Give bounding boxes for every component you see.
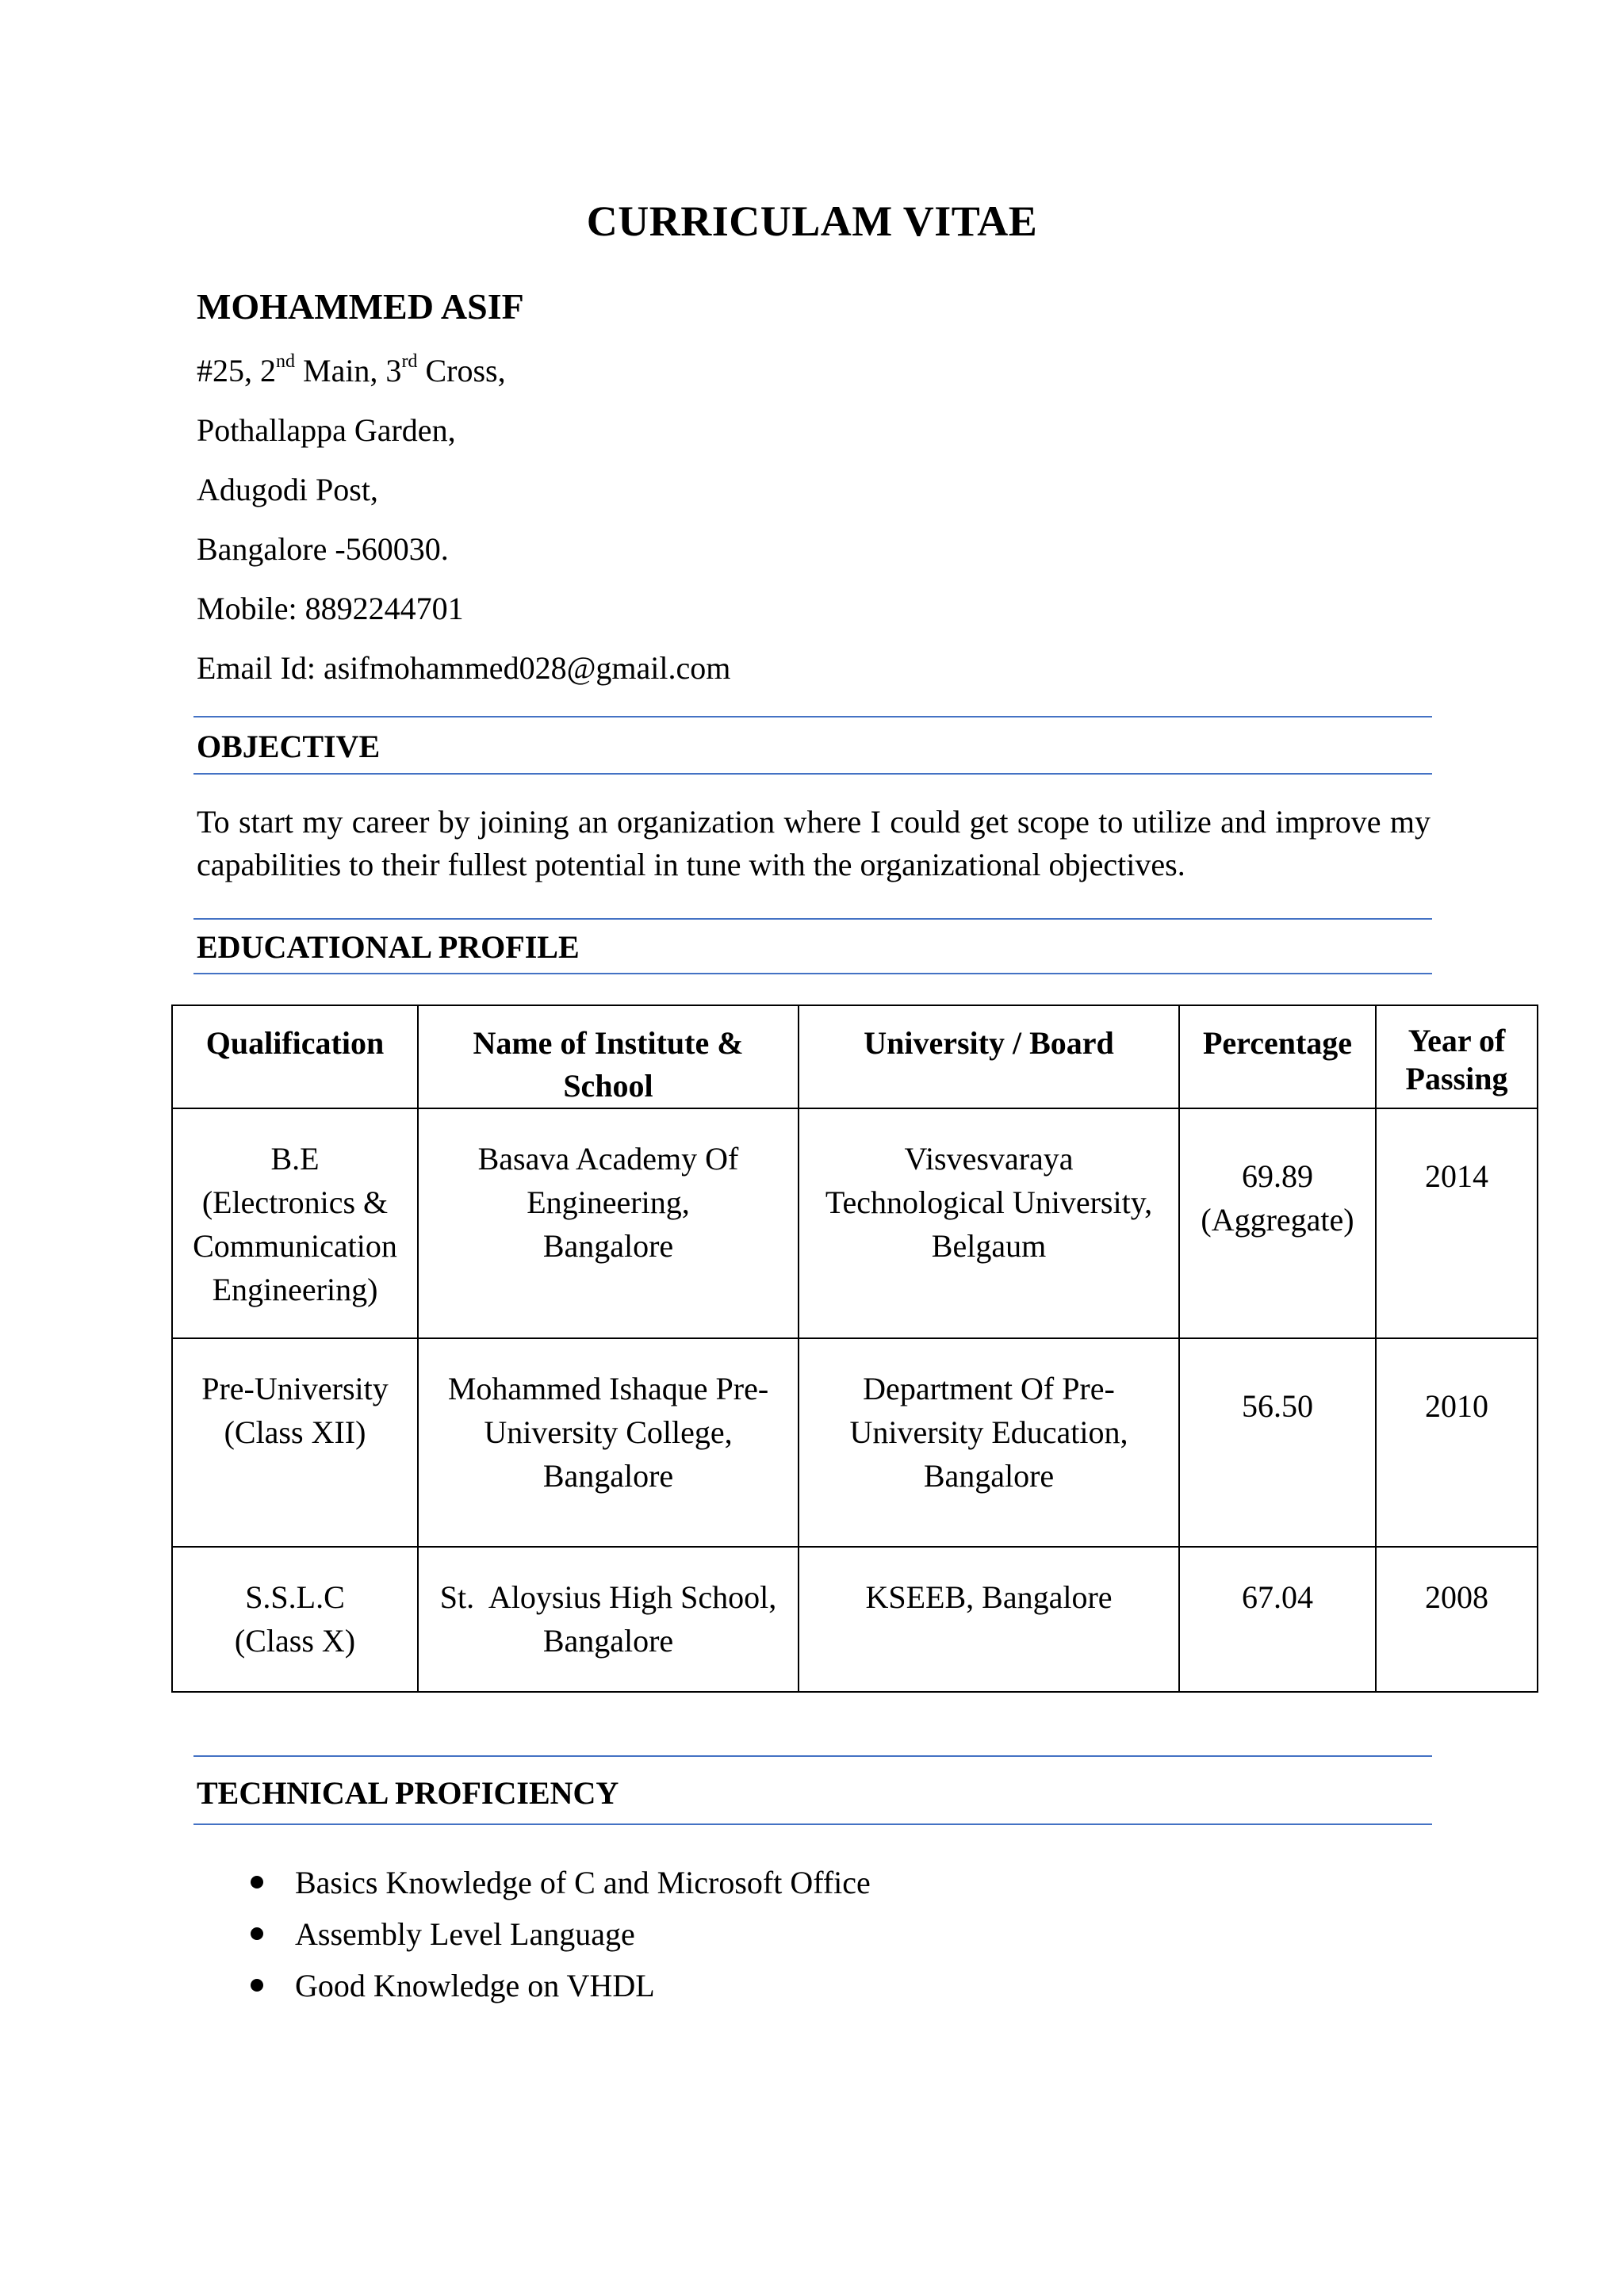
table-row (172, 1108, 1538, 1338)
objective-heading: OBJECTIVE (197, 729, 381, 764)
cell-year: 2010 (1376, 1338, 1538, 1547)
candidate-name: MOHAMMED ASIF (197, 286, 524, 327)
bullet-icon (251, 1876, 263, 1888)
email-address: Email Id: asifmohammed028@gmail.com (197, 650, 731, 686)
section-rule-top (193, 918, 1432, 920)
table-row (172, 1547, 1538, 1692)
column-header-qualification: Qualification (172, 1005, 418, 1108)
address-line-4: Bangalore -560030. (197, 531, 449, 567)
bullet-icon (251, 1927, 263, 1940)
address-line-2: Pothallappa Garden, (197, 412, 456, 448)
section-rule-top (193, 1755, 1432, 1757)
table-header-row (172, 1005, 1538, 1108)
cell-year: 2014 (1376, 1108, 1538, 1338)
cell-institute: St. Aloysius High School, Bangalore (418, 1547, 799, 1692)
section-rule-bottom (193, 773, 1432, 775)
cell-qualification: Pre-University (Class XII) (172, 1338, 418, 1547)
education-table (171, 1004, 1538, 1693)
technical-heading: TECHNICAL PROFICIENCY (197, 1775, 619, 1811)
cell-qualification: S.S.L.C (Class X) (172, 1547, 418, 1692)
mobile-number: Mobile: 8892244701 (197, 591, 464, 626)
skills-list (197, 1857, 871, 2011)
cell-percentage: 69.89 (Aggregate) (1179, 1108, 1376, 1338)
address-line-1: #25, 2nd Main, 3rd Cross, (197, 351, 506, 388)
cell-institute: Basava Academy Of Engineering, Bangalore (418, 1108, 799, 1338)
cell-board: Department Of Pre- University Education, Bangalore (799, 1338, 1179, 1547)
list-item: Good Knowledge on VHDL (197, 1960, 871, 2011)
list-item: Basics Knowledge of C and Microsoft Office (197, 1857, 871, 1908)
column-header-year: Year of Passing (1376, 1005, 1538, 1108)
address-line-3: Adugodi Post, (197, 472, 378, 507)
objective-text: To start my career by joining an organization where I could get scope to utilize and improve my capabilities to their fullest potential in tune with the organizational objectives. (197, 804, 1431, 882)
cell-board: Visvesvaraya Technological University, Belgaum (799, 1108, 1179, 1338)
column-header-institute: Name of Institute & School (418, 1005, 799, 1108)
cell-percentage: 67.04 (1179, 1547, 1376, 1692)
bullet-icon (251, 1979, 263, 1992)
section-rule-top (193, 716, 1432, 718)
cell-year: 2008 (1376, 1547, 1538, 1692)
section-rule-bottom (193, 973, 1432, 974)
table-row (172, 1338, 1538, 1547)
education-heading: EDUCATIONAL PROFILE (197, 929, 580, 965)
column-header-board: University / Board (799, 1005, 1179, 1108)
cell-qualification: B.E (Electronics & Communication Engineering) (172, 1108, 418, 1338)
cell-institute: Mohammed Ishaque Pre- University College, Bangalore (418, 1338, 799, 1547)
document-title: CURRICULAM VITAE (586, 197, 1038, 245)
column-header-percentage: Percentage (1179, 1005, 1376, 1108)
cell-percentage: 56.50 (1179, 1338, 1376, 1547)
list-item: Assembly Level Language (197, 1908, 871, 1960)
cell-board: KSEEB, Bangalore (799, 1547, 1179, 1692)
section-rule-bottom (193, 1823, 1432, 1825)
